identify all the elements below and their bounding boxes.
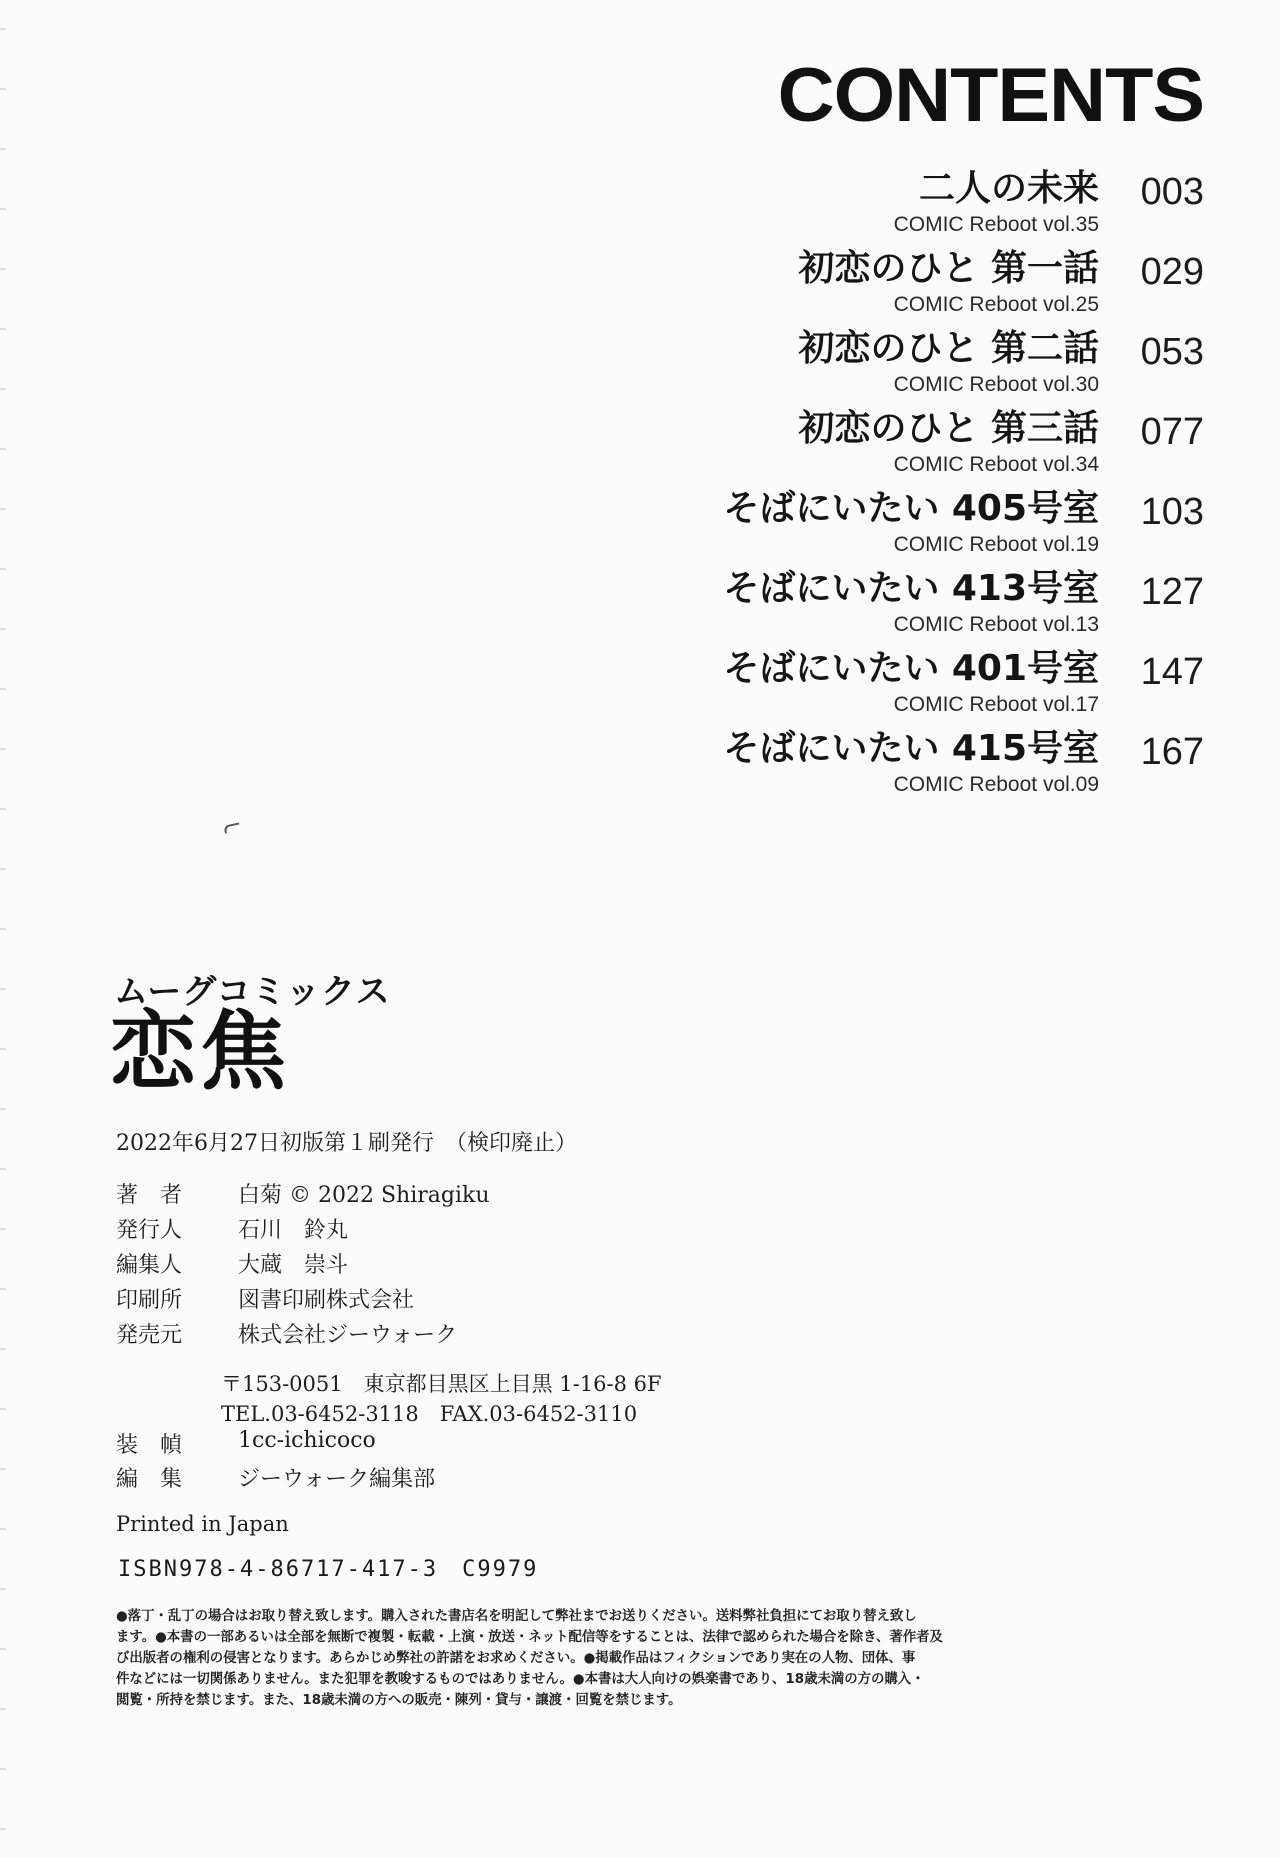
toc-entry-source: COMIC Reboot vol.09	[893, 773, 1099, 796]
notice-line: び出版者の権利の侵害となります。あらかじめ弊社の許諾をお求めください。●掲載作品はフィクションであり実在の人物、団体、事	[116, 1651, 916, 1666]
toc-entry-page: 147	[1140, 651, 1204, 693]
toc-entry[interactable]	[644, 248, 1204, 328]
toc-entry-source: COMIC Reboot vol.19	[893, 533, 1099, 556]
toc-entry-title: そばにいたい 413号室	[723, 568, 1099, 609]
table-of-contents	[644, 168, 1204, 808]
credit-value: 図書印刷株式会社	[238, 1288, 415, 1313]
toc-entry-source: COMIC Reboot vol.35	[893, 213, 1099, 236]
toc-entry-source: COMIC Reboot vol.17	[893, 693, 1099, 716]
toc-entry[interactable]	[644, 728, 1204, 808]
toc-entry-source: COMIC Reboot vol.25	[893, 293, 1099, 316]
toc-entry-title: そばにいたい 405号室	[723, 488, 1099, 529]
toc-entry-title: 初恋のひと 第二話	[798, 328, 1099, 369]
notice-line: ます。●本書の一部あるいは全部を無断で複製・転載・上演・放送・ネット配信等をすることは、法律で認められた場合を除き、著作者及	[116, 1630, 943, 1645]
credit-label: 装 幀	[116, 1433, 183, 1458]
printed-in: Printed in Japan	[116, 1512, 289, 1536]
toc-entry-page: 103	[1140, 491, 1204, 533]
credit-value: 白菊 © 2022 Shiragiku	[238, 1183, 490, 1208]
credit-label: 発行人	[116, 1218, 183, 1243]
credit-label: 印刷所	[116, 1288, 183, 1313]
toc-entry[interactable]	[644, 648, 1204, 728]
toc-entry-title: 初恋のひと 第三話	[798, 408, 1099, 449]
toc-entry-page: 003	[1140, 171, 1204, 213]
book-title: 恋焦	[110, 1002, 290, 1102]
credit-value: 1cc-ichicoco	[238, 1428, 376, 1453]
toc-entry-page: 053	[1140, 331, 1204, 373]
toc-entry-title: 二人の未来	[918, 168, 1099, 209]
credit-label: 編 集	[116, 1467, 183, 1492]
credit-value: 石川 鈴丸	[238, 1218, 349, 1243]
toc-entry-source: COMIC Reboot vol.30	[893, 373, 1099, 396]
credit-value: 株式会社ジーウォーク	[238, 1323, 458, 1348]
notice-line: ●落丁・乱丁の場合はお取り替え致します。購入された書店名を明記して弊社までお送りください。送料弊社負担にてお取り替え致し	[116, 1609, 917, 1624]
notice-line: 閲覧・所持を禁じます。また、18歳未満の方への販売・陳列・貸与・譲渡・回覧を禁じます。	[116, 1693, 682, 1708]
series-name: ムーグコミックス	[114, 972, 391, 1012]
publisher-phone-fax: TEL.03-6452-3118 FAX.03-6452-3110	[221, 1402, 638, 1426]
toc-entry[interactable]	[644, 568, 1204, 648]
credit-label: 発売元	[116, 1323, 183, 1348]
toc-entry-source: COMIC Reboot vol.13	[893, 613, 1099, 636]
contents-heading: CONTENTS	[777, 53, 1204, 138]
toc-entry[interactable]	[644, 408, 1204, 488]
credit-value: 大蔵 崇斗	[238, 1253, 349, 1278]
toc-entry[interactable]	[644, 328, 1204, 408]
credit-label: 編集人	[116, 1253, 183, 1278]
toc-entry-page: 029	[1140, 251, 1204, 293]
toc-entry[interactable]	[644, 168, 1204, 248]
credit-value: ジーウォーク編集部	[238, 1467, 436, 1492]
stray-pen-mark	[223, 822, 240, 833]
toc-entry-page: 127	[1140, 571, 1204, 613]
toc-entry-title: そばにいたい 401号室	[723, 648, 1099, 689]
toc-entry-title: そばにいたい 415号室	[723, 728, 1099, 769]
toc-entry[interactable]	[644, 488, 1204, 568]
notice-line: 件などには一切関係ありません。また犯罪を教唆するものではありません。●本書は大人向けの娯楽書であり、18歳未満の方の購入・	[116, 1672, 925, 1687]
toc-entry-source: COMIC Reboot vol.34	[893, 453, 1099, 476]
legal-notice	[116, 1606, 1016, 1711]
credit-label: 著 者	[116, 1183, 183, 1208]
toc-entry-page: 167	[1140, 731, 1204, 773]
publication-date: 2022年6月27日初版第１刷発行 （検印廃止）	[116, 1131, 577, 1156]
toc-entry-page: 077	[1140, 411, 1204, 453]
toc-entry-title: 初恋のひと 第一話	[798, 248, 1099, 289]
isbn: ISBN978-4-86717-417-3 C9979	[118, 1557, 539, 1582]
publisher-address: 〒153-0051 東京都目黒区上目黒 1-16-8 6F	[221, 1372, 662, 1396]
page-edge-marks	[0, 0, 6, 1858]
